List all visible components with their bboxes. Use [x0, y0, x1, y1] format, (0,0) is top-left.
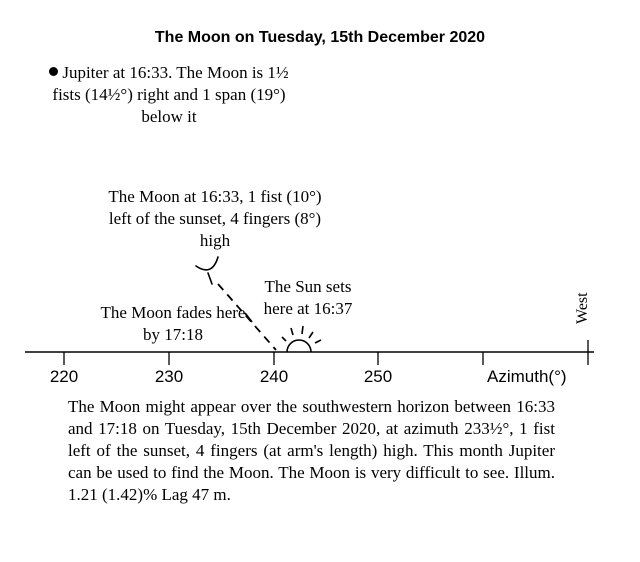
fade-marker	[245, 313, 252, 322]
west-label: West	[574, 292, 591, 324]
tick-label-240: 240	[259, 367, 289, 386]
moon-crescent-icon	[196, 257, 218, 284]
jupiter-note-text: Jupiter at 16:33. The Moon is 1½ fists (14½°) right and 1 span (19°) below it	[52, 63, 289, 126]
moon-note: The Moon at 16:33, 1 fist (10°) left of the sunset, 4 fingers (8°) high	[108, 187, 322, 250]
tick-label-220: 220	[49, 367, 79, 386]
fade-note: The Moon fades here by 17:18	[100, 303, 246, 344]
axis-label: Azimuth(°)	[487, 367, 567, 386]
page-title: The Moon on Tuesday, 15th December 2020	[154, 29, 486, 46]
sun-icon	[282, 326, 321, 352]
description: The Moon might appear over the southwestern horizon between 16:33 and 17:18 on Tuesday, 15th December 2020, at azimuth 233½°, 1 fist left of the sunset, 4 fingers (at arm's length) high. This month Jupiter can be used to find the Moon. The Moon is very difficult to see. Illum. 1.21 (1.42)% Lag 47 m.	[68, 397, 555, 504]
tick-label-230: 230	[154, 367, 184, 386]
tick-label-250: 250	[363, 367, 393, 386]
sunset-note: The Sun sets here at 16:37	[263, 277, 353, 318]
